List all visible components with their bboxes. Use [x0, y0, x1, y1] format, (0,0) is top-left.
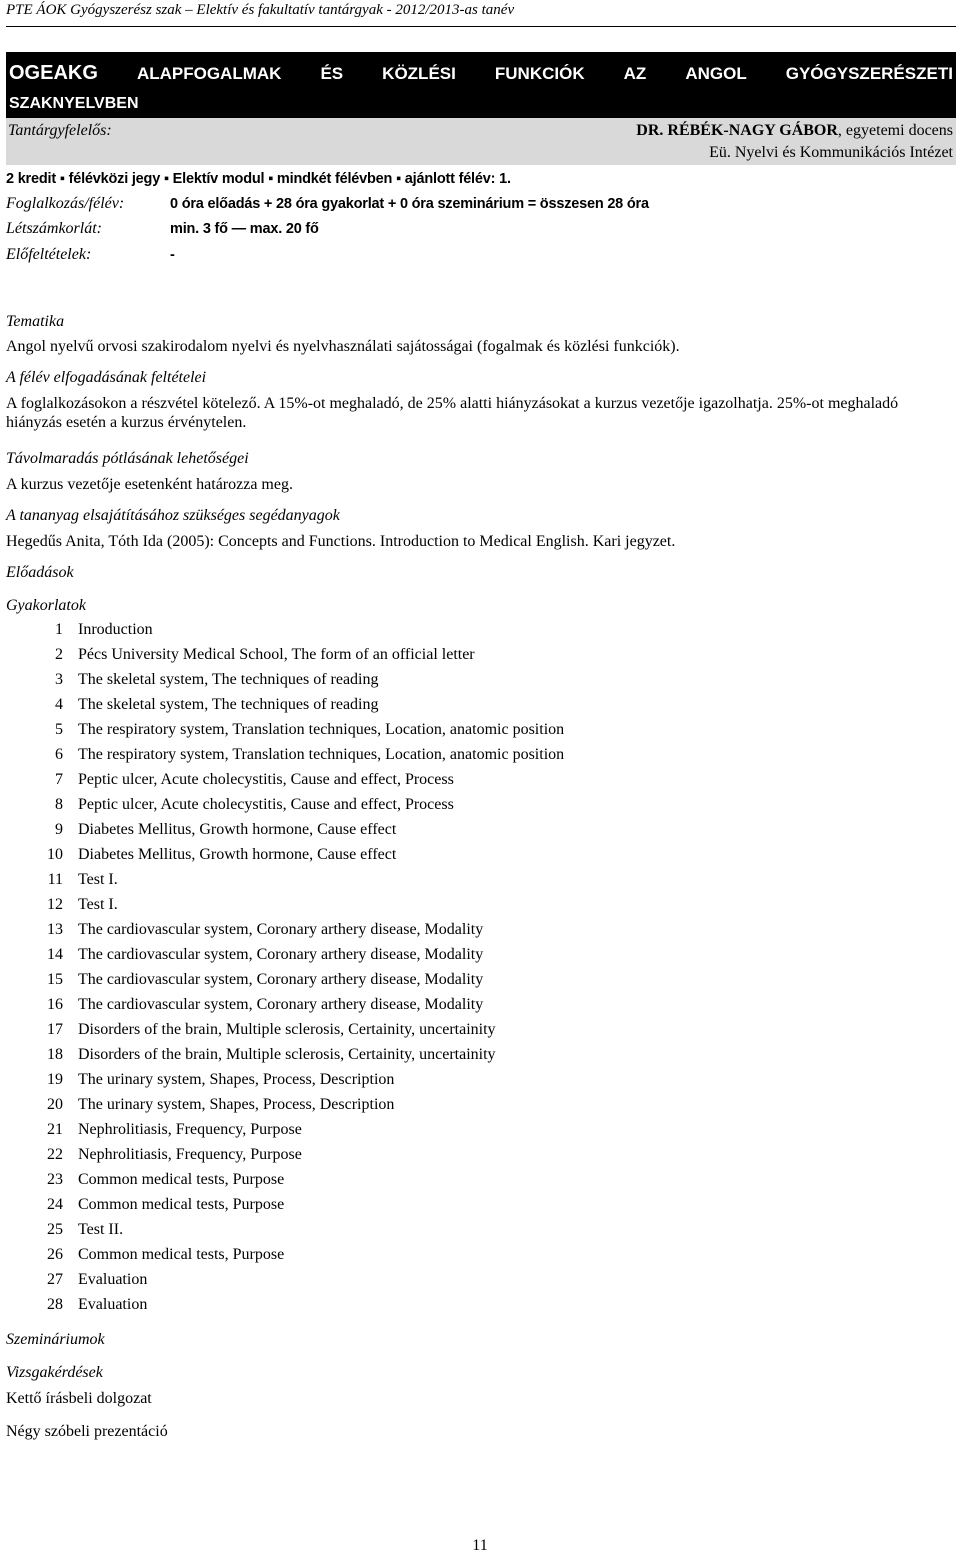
credit-line: 2 kredit ▪ félévközi jegy ▪ Elektív modul ▪ mindkét félévben ▪ ajánlott félév: 1.	[6, 171, 511, 187]
list-number: 28	[47, 1296, 63, 1313]
list-item	[6, 1121, 564, 1146]
list-item	[6, 1096, 564, 1121]
list-item	[6, 746, 564, 771]
list-item	[6, 621, 564, 646]
list-item	[6, 1221, 564, 1246]
list-number: 25	[47, 1221, 63, 1238]
list-item	[6, 821, 564, 846]
list-number: 6	[55, 746, 63, 763]
list-number: 1	[55, 621, 63, 638]
list-text: The cardiovascular system, Coronary arthery disease, Modality	[78, 971, 484, 988]
info-label: Előfeltételek:	[6, 246, 92, 263]
practicals-list	[6, 621, 564, 1321]
list-number: 13	[47, 921, 63, 938]
list-text: Test II.	[78, 1221, 124, 1238]
list-text: Diabetes Mellitus, Growth hormone, Cause effect	[78, 846, 397, 863]
info-value: min. 3 fő — max. 20 fő	[170, 221, 319, 237]
exam-item: Kettő írásbeli dolgozat	[6, 1390, 152, 1407]
section-title-tematika: Tematika	[6, 313, 65, 330]
course-title-word: ANGOL	[685, 64, 747, 83]
materials-text: Hegedűs Anita, Tóth Ida (2005): Concepts and Functions. Introduction to Medical English. Kari jegyzet.	[6, 533, 676, 550]
list-number: 7	[55, 771, 63, 788]
list-text: Peptic ulcer, Acute cholecystitis, Cause and effect, Process	[78, 771, 454, 788]
list-item	[6, 671, 564, 696]
list-number: 24	[47, 1196, 63, 1213]
course-title-word: ALAPFOGALMAK	[136, 64, 282, 83]
list-text: The skeletal system, The techniques of reading	[78, 671, 379, 688]
list-text: Evaluation	[78, 1271, 148, 1288]
info-label: Foglalkozás/félév:	[6, 195, 125, 212]
list-text: The respiratory system, Translation techniques, Location, anatomic position	[78, 746, 565, 763]
list-number: 12	[47, 896, 63, 913]
list-item	[6, 796, 564, 821]
course-title-line2: SZAKNYELVBEN	[9, 95, 139, 112]
list-item	[6, 1146, 564, 1171]
section-title-absence: Távolmaradás pótlásának lehetőségei	[6, 450, 249, 467]
list-number: 21	[47, 1121, 63, 1138]
list-text: Common medical tests, Purpose	[78, 1196, 285, 1213]
list-text: The respiratory system, Translation techniques, Location, anatomic position	[78, 721, 565, 738]
list-number: 3	[55, 671, 63, 688]
list-item	[6, 1271, 564, 1296]
list-item	[6, 896, 564, 921]
list-item	[6, 1021, 564, 1046]
list-number: 8	[55, 796, 63, 813]
responsible-name: DR. RÉBÉK-NAGY GÁBOR	[636, 122, 838, 139]
section-title-materials: A tananyag elsajátításához szükséges segédanyagok	[6, 507, 340, 524]
list-number: 22	[47, 1146, 63, 1163]
list-number: 10	[47, 846, 63, 863]
list-text: Nephrolitiasis, Frequency, Purpose	[78, 1121, 302, 1138]
responsible-position: , egyetemi docens	[837, 122, 953, 139]
list-text: The urinary system, Shapes, Process, Description	[78, 1096, 395, 1113]
list-item	[6, 1196, 564, 1221]
section-title-practicals: Gyakorlatok	[6, 597, 86, 614]
list-number: 5	[55, 721, 63, 738]
list-item	[6, 1246, 564, 1271]
list-item	[6, 1171, 564, 1196]
conditions-text: A foglalkozásokon a részvétel kötelező. A 15%-ot meghaladó, de 25% alatti hiányzásokat a kurzus vezetője igazolhatja. 25%-ot meghaladó hiányzás esetén a kurzus érvénytelen.	[6, 395, 899, 431]
list-text: Pécs University Medical School, The form of an official letter	[78, 646, 475, 663]
list-text: Common medical tests, Purpose	[78, 1171, 285, 1188]
header-rule	[6, 26, 956, 27]
responsible-band	[6, 118, 956, 165]
info-row-prerequisites	[6, 246, 175, 264]
list-text: The urinary system, Shapes, Process, Description	[78, 1071, 395, 1088]
list-item	[6, 946, 564, 971]
list-text: The skeletal system, The techniques of reading	[78, 696, 379, 713]
info-value: 0 óra előadás + 28 óra gyakorlat + 0 óra szeminárium = összesen 28 óra	[170, 196, 649, 212]
absence-text: A kurzus vezetője esetenként határozza meg.	[6, 476, 293, 493]
list-item	[6, 696, 564, 721]
responsible-institute: Eü. Nyelvi és Kommunikációs Intézet	[709, 144, 953, 161]
course-title-word: ÉS	[320, 64, 344, 83]
list-number: 20	[47, 1096, 63, 1113]
info-row-hours	[6, 195, 649, 213]
course-title-word: KÖZLÉSI	[382, 64, 456, 83]
list-text: The cardiovascular system, Coronary arthery disease, Modality	[78, 946, 484, 963]
exam-item: Négy szóbeli prezentáció	[6, 1423, 168, 1440]
list-item	[6, 921, 564, 946]
list-item	[6, 996, 564, 1021]
course-title-word: GYÓGYSZERÉSZETI	[785, 64, 953, 83]
section-title-conditions: A félév elfogadásának feltételei	[6, 369, 207, 386]
list-item	[6, 846, 564, 871]
list-item	[6, 871, 564, 896]
section-title-seminars: Szemináriumok	[6, 1331, 105, 1348]
list-text: Test I.	[78, 871, 118, 888]
list-number: 27	[47, 1271, 63, 1288]
responsible-label: Tantárgyfelelős:	[8, 122, 112, 139]
list-text: Common medical tests, Purpose	[78, 1246, 285, 1263]
list-item	[6, 1046, 564, 1071]
list-number: 16	[47, 996, 63, 1013]
list-text: Disorders of the brain, Multiple sclerosis, Certainity, uncertainity	[78, 1021, 496, 1038]
list-number: 15	[47, 971, 63, 988]
responsible-person	[636, 122, 953, 140]
page-number: 11	[472, 1537, 488, 1554]
list-number: 14	[47, 946, 63, 963]
list-number: 11	[47, 871, 63, 888]
info-label: Létszámkorlát:	[6, 220, 102, 237]
list-number: 2	[55, 646, 63, 663]
list-number: 9	[55, 821, 63, 838]
info-value: -	[170, 247, 175, 263]
course-code: OGEAKG	[9, 62, 98, 84]
list-text: Evaluation	[78, 1296, 148, 1313]
course-title-word: FUNKCIÓK	[494, 64, 585, 83]
course-title-line	[9, 62, 953, 85]
list-number: 17	[47, 1021, 63, 1038]
info-row-capacity	[6, 220, 319, 238]
list-number: 18	[47, 1046, 63, 1063]
course-title-box	[6, 52, 956, 118]
list-number: 23	[47, 1171, 63, 1188]
list-text: The cardiovascular system, Coronary arthery disease, Modality	[78, 921, 484, 938]
list-item	[6, 771, 564, 796]
list-item	[6, 721, 564, 746]
section-title-lectures: Előadások	[6, 564, 74, 581]
list-number: 19	[47, 1071, 63, 1088]
list-text: Peptic ulcer, Acute cholecystitis, Cause and effect, Process	[78, 796, 454, 813]
list-text: Nephrolitiasis, Frequency, Purpose	[78, 1146, 302, 1163]
list-item	[6, 646, 564, 671]
list-item	[6, 1296, 564, 1321]
tematika-text: Angol nyelvű orvosi szakirodalom nyelvi és nyelvhasználati sajátosságai (fogalmak és közlési funkciók).	[6, 338, 680, 355]
running-header: PTE ÁOK Gyógyszerész szak – Elektív és fakultatív tantárgyak - 2012/2013-as tanév	[6, 2, 515, 18]
list-text: The cardiovascular system, Coronary arthery disease, Modality	[78, 996, 484, 1013]
list-number: 26	[47, 1246, 63, 1263]
section-title-exam: Vizsgakérdések	[6, 1364, 103, 1381]
list-text: Disorders of the brain, Multiple sclerosis, Certainity, uncertainity	[78, 1046, 496, 1063]
list-number: 4	[55, 696, 63, 713]
course-title-word: AZ	[623, 64, 647, 83]
list-text: Test I.	[78, 896, 118, 913]
list-text: Diabetes Mellitus, Growth hormone, Cause effect	[78, 821, 397, 838]
list-item	[6, 1071, 564, 1096]
list-item	[6, 971, 564, 996]
list-text: Inroduction	[78, 621, 153, 638]
